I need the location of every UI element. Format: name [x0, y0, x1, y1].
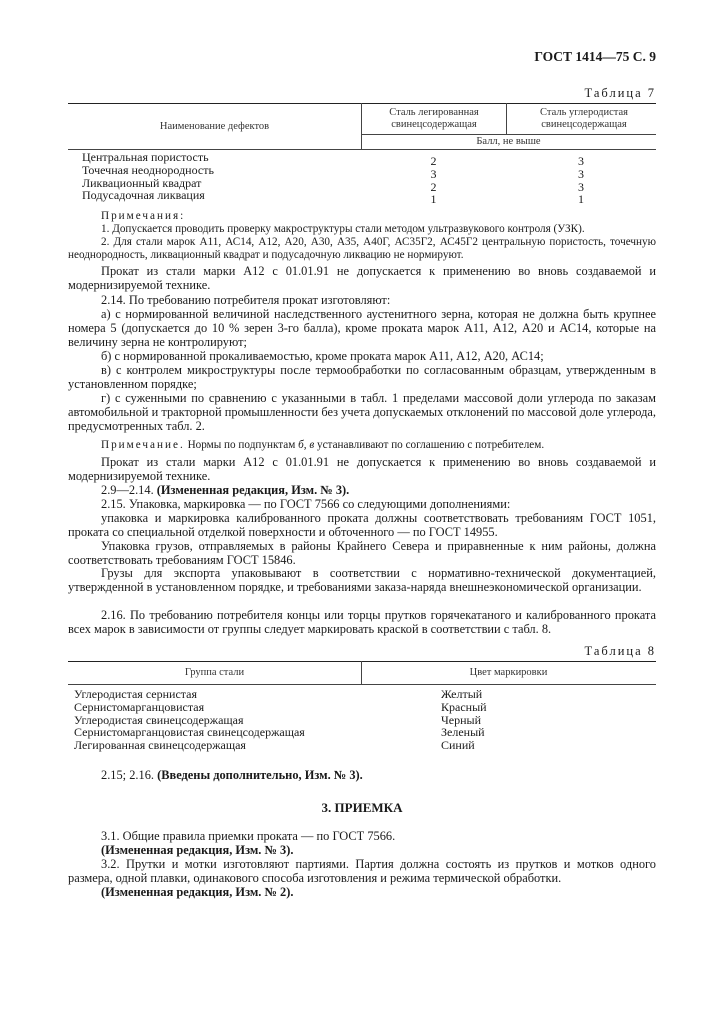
- table-row: Сернистомарганцовистая: [74, 699, 205, 714]
- table8-header-rule: [68, 684, 656, 685]
- table-cell: Синий: [441, 738, 475, 753]
- paragraph: [68, 484, 656, 498]
- note-label: Примечание.: [101, 439, 185, 451]
- paragraph: 3.1. Общие правила приемки проката — по ГОСТ 7566.: [101, 829, 396, 843]
- clause-ref: 2.15; 2.16.: [101, 768, 155, 782]
- table-cell: 3: [578, 179, 584, 194]
- page-header: ГОСТ 1414—75 С. 9: [534, 49, 656, 64]
- table7-col-defects: Наименование дефектов: [159, 121, 270, 132]
- table-row: Подусадочная ликвация: [82, 188, 205, 203]
- table-row: Сернистомарганцовистая свинецсодержащая: [74, 725, 305, 740]
- table-cell: 3: [578, 166, 584, 181]
- paragraph: г) с суженными по сравнению с указанными в табл. 1 пределами массовой доли углерода по заказам автомобильной и тракторной промышленности без учета допускаемых отклонений по массовой доле углерода, предусмотренных табл. 2.: [68, 391, 656, 433]
- table-cell: 3: [578, 154, 584, 168]
- notes-title: Примечания:: [101, 210, 186, 222]
- table-row: Ликвационный квадрат: [82, 175, 202, 190]
- revision-note: (Измененная редакция, Изм. № 3).: [101, 843, 294, 857]
- paragraph: Упаковка грузов, отправляемых в районы Крайнего Севера и приравненные к ним районы, должна соответствовать требованиям ГОСТ 15846.: [68, 539, 656, 567]
- paragraph: а) с нормированной величиной наследственного аустенитного зерна, которая не должна быть крупнее номера 5 (допускается до 10 % зерен 3-го балла), кроме проката марок А11, А12, А20 и АС14, которые на величину зерна не контролируют;: [68, 307, 656, 349]
- clause-ref: 2.9—2.14.: [101, 483, 154, 497]
- table7-caption: Таблица 7: [584, 86, 656, 100]
- table8-top-rule: [68, 661, 656, 662]
- table-row: Точечная неоднородность: [82, 162, 214, 177]
- table7-top-rule: [68, 103, 656, 104]
- table8-caption: Таблица 8: [584, 644, 656, 658]
- table-cell: Зеленый: [441, 725, 485, 740]
- table8-groups: [74, 688, 305, 752]
- revision-note: (Измененная редакция, Изм. № 3).: [156, 483, 350, 497]
- note-2: 2. Для стали марок А11, АС14, А12, А20, А30, А35, А40Г, АС35Г2, АС45Г2 центральную пористость, точечную неоднородность, ликвационный квадрат и подусадочную ликвацию не нормируют.: [68, 236, 656, 261]
- paragraph: [68, 769, 656, 783]
- table8-colors: [441, 688, 487, 752]
- table7-alloy-values: [361, 155, 506, 206]
- table7-subheader: Балл, не выше: [476, 136, 541, 147]
- table7-divider: [506, 103, 507, 134]
- table7-sub-rule: [361, 134, 656, 135]
- note-text-post: устанавливают по соглашению с потребителем.: [316, 439, 545, 451]
- paragraph: 2.14. По требованию потребителя прокат изготовляют:: [101, 293, 391, 307]
- revision-note: (Измененная редакция, Изм. № 2).: [101, 885, 294, 899]
- table-cell: Желтый: [441, 687, 483, 701]
- table-cell: 1: [430, 192, 437, 207]
- table-cell: 3: [430, 166, 437, 181]
- table-row: Центральная пористость: [82, 150, 209, 164]
- note-text-pre: Нормы по подпунктам: [187, 439, 296, 451]
- paragraph: 2.15. Упаковка, маркировка — по ГОСТ 7566 со следующими дополнениями:: [101, 497, 511, 511]
- table8-col-color: Цвет маркировки: [469, 667, 548, 678]
- paragraph: Прокат из стали марки А12 с 01.01.91 не допускается к применению во вновь создаваемой и модернизируемой технике.: [68, 455, 656, 483]
- paragraph: б) с нормированной прокаливаемостью, кроме проката марок А11, А12, А20, АС14;: [101, 349, 544, 363]
- table8-col-group: Группа стали: [184, 667, 245, 678]
- table-cell: 2: [430, 179, 437, 194]
- paragraph: 3.2. Прутки и мотки изготовляют партиями. Партия должна состоять из прутков и мотков одного размера, одной плавки, одинакового способа изготовления и режима термической обработки.: [68, 857, 656, 885]
- table-cell: Красный: [441, 699, 487, 714]
- paragraph: Грузы для экспорта упаковывают в соответствии с нормативно-технической документацией, утвержденной в установленном порядке, и требованиями заказа-наряда внешнеэкономической организации.: [68, 566, 656, 594]
- table-cell: 2: [430, 154, 437, 168]
- paragraph: 2.16. По требованию потребителя концы или торцы прутков горячекатаного и калиброванного проката всех марок в зависимости от группы следует маркировать краской в соответствии с табл. 8.: [68, 608, 656, 636]
- table7-carbon-values: [506, 155, 656, 206]
- table-row: Углеродистая свинецсодержащая: [74, 712, 244, 727]
- paragraph: в) с контролем микроструктуры после термообработки по согласованным образцам, утвержденным в установленном порядке;: [68, 363, 656, 391]
- table-row: Легированная свинецсодержащая: [74, 738, 246, 753]
- paragraph: Прокат из стали марки А12 с 01.01.91 не допускается к применению во вновь создаваемой и модернизируемой технике.: [68, 264, 656, 292]
- table-row: Углеродистая сернистая: [74, 687, 198, 701]
- table7-col-carbon: Сталь углеродистая свинецсодержащая: [540, 107, 628, 130]
- table-cell: 1: [578, 192, 584, 207]
- note-1: 1. Допускается проводить проверку макроструктуры стали методом ультразвукового контроля (УЗК).: [101, 223, 585, 235]
- note-letters: б, в: [298, 439, 315, 451]
- table7-col-alloy: Сталь легированная свинецсодержащая: [389, 107, 479, 130]
- table7-names: [82, 151, 214, 202]
- revision-note: (Введены дополнительно, Изм. № 3).: [157, 768, 363, 782]
- table-cell: Черный: [441, 712, 482, 727]
- paragraph: упаковка и маркировка калиброванного проката должны соответствовать требованиям ГОСТ 1051, проката со специальной отделкой поверхности и обточенного — по ГОСТ 14955.: [68, 511, 656, 539]
- document-page: [68, 0, 656, 1024]
- note-potrebitel: [68, 439, 656, 452]
- section-heading: 3. ПРИЕМКА: [321, 800, 403, 815]
